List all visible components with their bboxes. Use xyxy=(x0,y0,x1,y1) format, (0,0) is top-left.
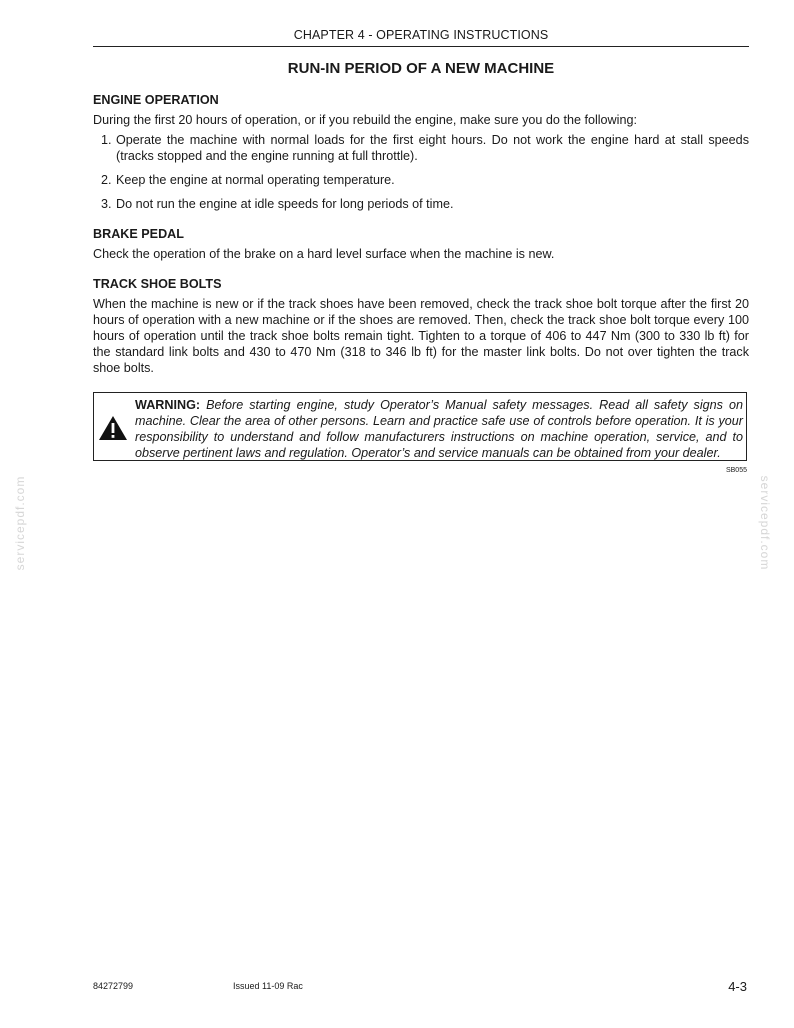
page-title: RUN-IN PERIOD OF A NEW MACHINE xyxy=(287,60,555,77)
watermark-left: servicepdf.com xyxy=(13,475,27,571)
list-item xyxy=(93,132,749,164)
reference-code: SB055 xyxy=(725,467,747,474)
step-text: Do not run the engine at idle speeds for long periods of time. xyxy=(116,197,454,211)
step-text: Operate the machine with normal loads for the first eight hours. Do not work the engine hard at stall speeds (tracks stopped and the engine running at full throttle). xyxy=(116,133,749,163)
warning-label: WARNING: xyxy=(135,398,201,412)
issue-date: Issued 11-09 Rac xyxy=(233,981,303,991)
step-text: Keep the engine at normal operating temperature. xyxy=(116,173,395,187)
main-content xyxy=(93,92,749,390)
chapter-header: CHAPTER 4 - OPERATING INSTRUCTIONS xyxy=(293,28,549,42)
warning-box xyxy=(93,392,747,461)
step-number: 1. xyxy=(101,133,112,147)
document-number: 84272799 xyxy=(93,981,134,991)
watermark-right: servicepdf.com xyxy=(758,475,772,571)
engine-operation-intro: During the first 20 hours of operation, or if you rebuild the engine, make sure you do the following: xyxy=(93,113,637,127)
track-shoe-bolts-heading: TRACK SHOE BOLTS xyxy=(93,277,222,291)
warning-body: Before starting engine, study Operator’s Manual safety messages. Read all safety signs on machine. Clear the area of other persons. Learn and practice safe use of controls before operation. It is your responsibility to understand and follow manufacturers instructions on machine operation, service, and to observe pertinent laws and regulation. Operator’s and service manuals can be obtained from your dealer. xyxy=(135,398,744,460)
brake-pedal-heading: BRAKE PEDAL xyxy=(93,227,184,241)
brake-pedal-text: Check the operation of the brake on a hard level surface when the machine is new. xyxy=(93,247,555,261)
engine-operation-section xyxy=(93,92,749,212)
engine-operation-heading: ENGINE OPERATION xyxy=(93,93,219,107)
warning-triangle-icon xyxy=(98,415,128,441)
header-divider xyxy=(93,46,749,47)
step-number: 2. xyxy=(101,173,112,187)
list-item xyxy=(93,196,749,212)
page-number: 4-3 xyxy=(728,979,747,994)
engine-steps-list xyxy=(93,132,749,212)
track-shoe-bolts-text: When the machine is new or if the track shoes have been removed, check the track shoe bolt torque after the first 20 hours of operation with a new machine or if the shoes are removed. Then, check the track shoe bolt torque every 100 hours of operation until the track shoe bolts remain tight. Tighten to a torque of 406 to 447 Nm (300 to 330 lb ft) for the standard link bolts and 430 to 470 Nm (318 to 346 lb ft) for the master link bolts. Do not over tighten the track shoe bolts. xyxy=(93,297,749,375)
warning-text xyxy=(135,397,743,461)
step-number: 3. xyxy=(101,197,112,211)
track-shoe-bolts-section xyxy=(93,276,749,376)
list-item xyxy=(93,172,749,188)
brake-pedal-section xyxy=(93,226,749,262)
